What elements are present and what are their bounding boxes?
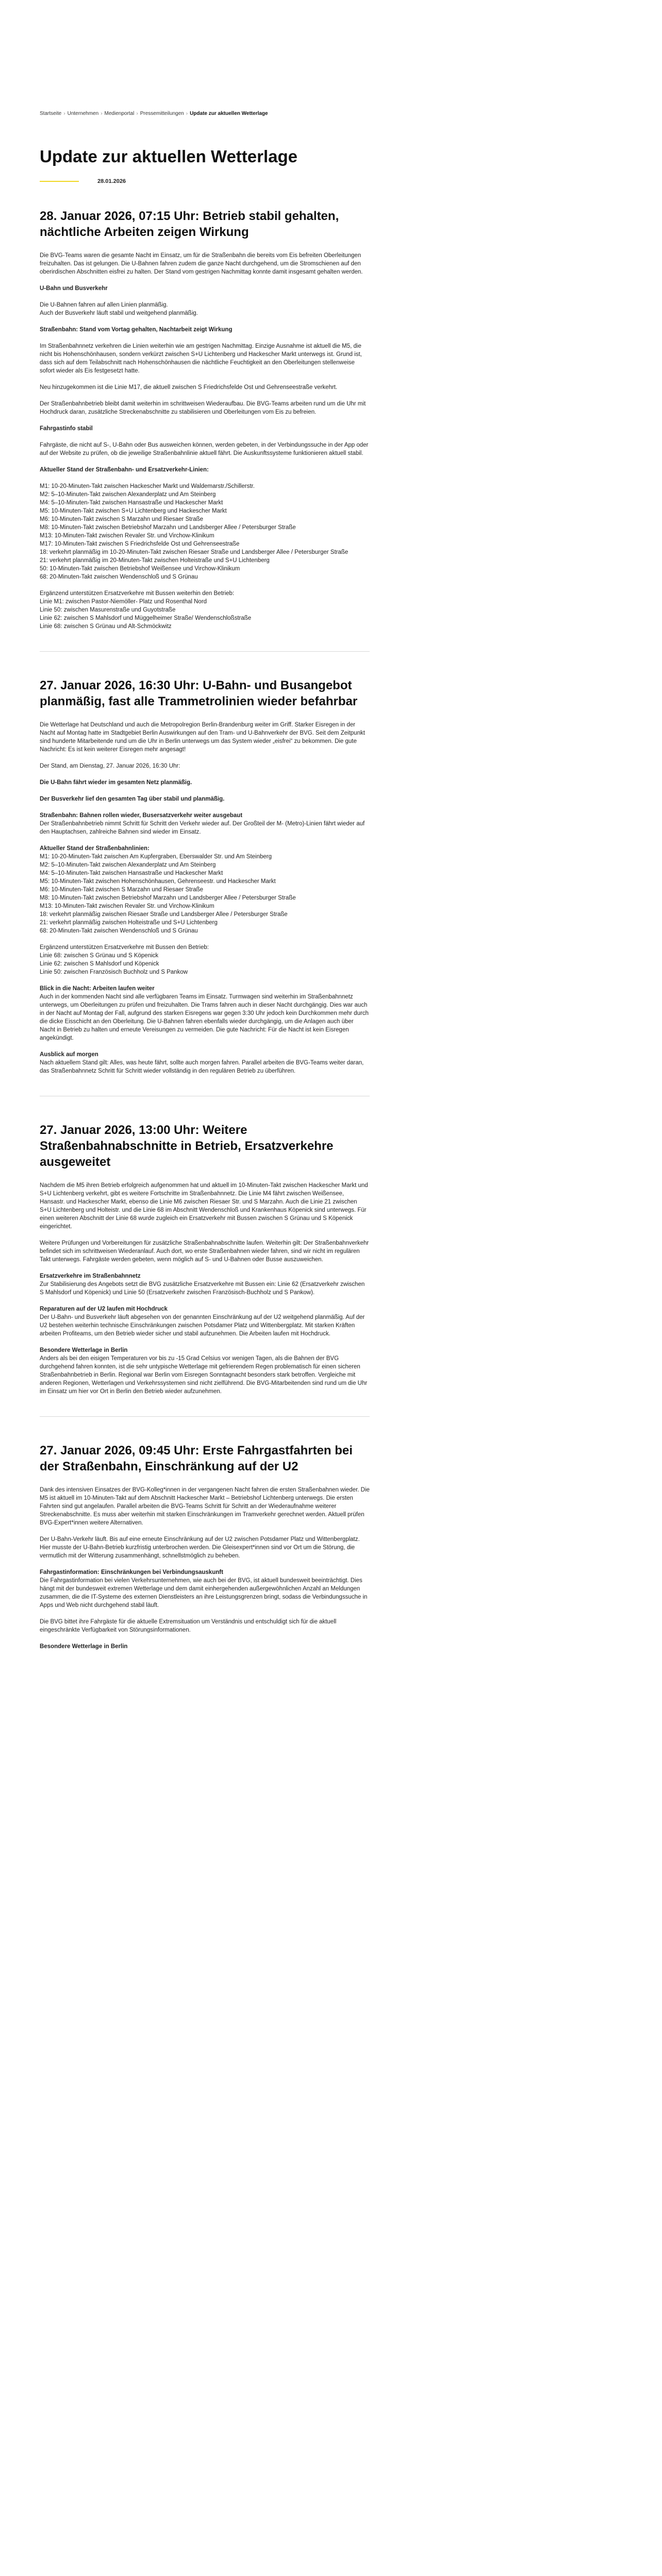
text-block: [40, 844, 370, 935]
section-divider: [40, 651, 370, 652]
text-block: [40, 721, 370, 754]
text-line: Ergänzend unterstützen Ersatzverkehre mit Bussen den Betrieb:: [40, 944, 209, 951]
update-sections: [40, 208, 370, 1651]
text-block: [40, 400, 370, 416]
text-block: [40, 1346, 370, 1396]
subheading: Straßenbahn: Bahnen rollen wieder, Busersatzverkehr weiter ausgebaut: [40, 812, 243, 819]
text-line: Die U-Bahnen fahren auf allen Linien planmäßig.: [40, 302, 168, 308]
text-block: [40, 466, 370, 474]
text-line: M5: 10-Minuten-Takt zwischen Hohenschönhausen, Gehrenseestr. und Hackescher Markt: [40, 878, 276, 885]
subheading: Die U-Bahn fährt wieder im gesamten Netz planmäßig.: [40, 779, 192, 786]
text-line: M2: 5–10-Minuten-Takt zwischen Alexanderplatz und Am Steinberg: [40, 492, 216, 498]
text-line: M6: 10-Minuten-Takt zwischen S Marzahn und Riesaer Straße: [40, 516, 204, 522]
text-block: [40, 1568, 370, 1609]
update-heading: 27. Januar 2026, 16:30 Uhr: U-Bahn- und Busangebot planmäßig, fast alle Trammetrolinien wieder befahrbar: [40, 679, 358, 708]
text-block: [40, 1535, 370, 1560]
text-line: M1: 10-20-Minuten-Takt zwischen Am Kupfergraben, Eberswalder Str. und Am Steinberg: [40, 854, 272, 860]
text-block: [40, 1305, 370, 1338]
breadcrumb-current: Update zur aktuellen Wetterlage: [190, 111, 268, 116]
text-block: [40, 301, 370, 317]
text-line: Die Wetterlage hat Deutschland und auch die Metropolregion Berlin-Brandenburg weiter im Griff. Starker Eisregen in der Nacht auf Montag hatte im Stadtgebiet Berlin Auswirkungen auf den Tram- und U-Bahnverkehr der BVG. Seit dem Zeitpunkt sind hunderte Mitarbeitende rund um die Uhr in Berlin unterwegs um das System wieder „eisfrei“ zu bekommen. Die gute Nachricht: Es ist kein weiterer Eisregen mehr angesagt!: [40, 722, 365, 753]
text-block: [40, 1618, 370, 1634]
text-line: Neu hinzugekommen ist die Linie M17, die aktuell zwischen S Friedrichsfelde Ost und Gehrenseestraße verkehrt.: [40, 384, 338, 391]
text-line: 21: verkehrt planmäßig zwischen Holteistraße und S+U Lichtenberg: [40, 920, 218, 926]
text-line: Linie 62: zwischen S Mahlsdorf und Müggelheimer Straße/ Wendenschloßstraße: [40, 615, 252, 621]
text-line: Der Stand, am Dienstag, 27. Januar 2026, 16:30 Uhr:: [40, 763, 180, 769]
text-line: Auch der Busverkehr läuft stabil und weitgehend planmäßig.: [40, 310, 198, 316]
text-line: M1: 10-20-Minuten-Takt zwischen Hackescher Markt und Waldemarstr./Schillerstr.: [40, 483, 255, 489]
subheading: Der Busverkehr lief den gesamten Tag über stabil und planmäßig.: [40, 796, 225, 802]
subheading: Besondere Wetterlage in Berlin: [40, 1643, 128, 1650]
text-block: [40, 1181, 370, 1231]
text-line: Linie 62: zwischen S Mahlsdorf und Köpenick: [40, 961, 159, 967]
update-section: [40, 1443, 370, 1651]
breadcrumb-link-startseite[interactable]: Startseite: [40, 111, 62, 116]
text-line: Die BVG bittet ihre Fahrgäste für die aktuelle Extremsituation um Verständnis und entschuldigt sich für die aktuell eingeschränkte Verfügbarkeit von Störungsinformationen.: [40, 1619, 337, 1633]
text-block: [40, 326, 370, 334]
update-section: [40, 677, 370, 1096]
text-block: [40, 425, 370, 433]
text-block: [40, 1239, 370, 1264]
article-meta: [40, 177, 370, 185]
text-block: [40, 589, 370, 631]
text-line: Der Straßenbahnbetrieb bleibt damit weiterhin im schrittweisen Wiederaufbau. Die BVG-Teams arbeiten rund um die Uhr mit Hochdruck daran, zusätzliche Streckenabschnitte zu stabilisieren und Oberleitungen vom Eis zu befreien.: [40, 401, 366, 415]
update-heading: 27. Januar 2026, 13:00 Uhr: Weitere Straßenbahnabschnitte in Betrieb, Ersatzverkehre ausgeweitet: [40, 1123, 334, 1169]
subheading: U-Bahn und Busverkehr: [40, 285, 108, 292]
subheading: Blick in die Nacht: Arbeiten laufen weiter: [40, 986, 155, 992]
text-block: [40, 985, 370, 1042]
page-title: Update zur aktuellen Wetterlage: [40, 147, 298, 166]
text-block: [40, 762, 370, 770]
breadcrumb-link-pressemitteilungen[interactable]: Pressemitteilungen: [140, 111, 184, 116]
text-block: [40, 811, 370, 836]
update-heading: 28. Januar 2026, 07:15 Uhr: Betrieb stabil gehalten, nächtliche Arbeiten zeigen Wirkung: [40, 209, 339, 239]
text-line: 68: 20-Minuten-Takt zwischen Wendenschloß und S Grünau: [40, 574, 198, 580]
update-heading: 27. Januar 2026, 09:45 Uhr: Erste Fahrgastfahrten bei der Straßenbahn, Einschränkung auf der U2: [40, 1444, 353, 1473]
text-block: [40, 342, 370, 375]
text-line: M8: 10-Minuten-Takt zwischen Betriebshof Marzahn und Landsberger Allee / Petersburger Straße: [40, 524, 296, 531]
text-line: M4: 5–10-Minuten-Takt zwischen Hansastraße und Hackescher Markt: [40, 870, 223, 876]
text-line: M4: 5–10-Minuten-Takt zwischen Hansastraße und Hackescher Markt: [40, 500, 223, 506]
update-section: [40, 208, 370, 652]
text-block: [40, 284, 370, 293]
publish-date: 28.01.2026: [97, 178, 126, 184]
text-line: Linie 68: zwischen S Grünau und S Köpenick: [40, 953, 159, 959]
text-line: Der U-Bahn- und Busverkehr läuft abgesehen von der genannten Einschränkung auf der U2 weitgehend planmäßig. Auf der U2 bestehen weiterhin technische Einschränkungen zwischen Potsdamer Platz und Wittenbergplatz. Mit starken Kräften arbeiten Profiteams, um den Betrieb wieder sicher und stabil aufzunehmen. Die Arbeiten laufen mit Hochdruck.: [40, 1314, 365, 1337]
subheading: Aktueller Stand der Straßenbahn- und Ersatzverkehr-Linien:: [40, 467, 209, 473]
text-line: 50: 10-Minuten-Takt zwischen Betriebshof Weißensee und Virchow-Klinikum: [40, 566, 240, 572]
breadcrumb-separator: ›: [101, 111, 103, 116]
breadcrumb: [40, 110, 370, 117]
text-line: M8: 10-Minuten-Takt zwischen Betriebshof Marzahn und Landsberger Allee / Petersburger Straße: [40, 895, 296, 901]
subheading: Besondere Wetterlage in Berlin: [40, 1347, 128, 1353]
text-line: Anders als bei den eisigen Temperaturen vor bis zu -15 Grad Celsius vor wenigen Tagen, als die Bahnen der BVG durchgehend fahren konnten, ist die sehr untypische Wetterlage mit gefrierendem Regen problematisch für einen sicheren Straßenbahnbetrieb in Berlin. Regional war Berlin vom Eisregen Sonntagnacht besonders stark betroffen. Vergleiche mit anderen Regionen, Wetterlagen und Verkehrssystemen sind nicht zielführend. Die BVG-Mitarbeitenden sind rund um die Uhr im Einsatz um hier vor Ort in Berlin den Betrieb wieder aufzunehmen.: [40, 1355, 368, 1395]
text-block: [40, 1486, 370, 1527]
text-line: Ergänzend unterstützen Ersatzverkehre mit Bussen weiterhin den Betrieb:: [40, 590, 235, 597]
text-line: 18: verkehrt planmäßig zwischen Riesaer Straße und Landsberger Allee / Petersburger Straße: [40, 911, 288, 918]
text-line: Weitere Prüfungen und Vorbereitungen für zusätzliche Straßenbahnabschnitte laufen. Weiterhin gilt: Der Straßenbahnverkehr befindet sich im schrittweisen Wiederanlauf. Auch dort, wo erste Straßenbahnen wieder fahren, sind wir nicht im regulären Takt unterwegs. Fahrgäste werden gebeten, wenn möglich auf S- und U-Bahnen oder Busse auszuweichen.: [40, 1240, 369, 1263]
text-line: Nach aktuellem Stand gilt: Alles, was heute fährt, sollte auch morgen fahren. Parallel arbeiten die BVG-Teams weiter daran, das Straßenbahnnetz Schritt für Schritt wieder vollständig in den regulären Betrieb zu überführen.: [40, 1060, 364, 1074]
breadcrumb-link-unternehmen[interactable]: Unternehmen: [67, 111, 99, 116]
subheading: Straßenbahn: Stand vom Vortag gehalten, Nachtarbeit zeigt Wirkung: [40, 327, 233, 333]
update-section: [40, 1122, 370, 1417]
subheading: Ersatzverkehre im Straßenbahnnetz: [40, 1273, 141, 1279]
breadcrumb-separator: ›: [63, 111, 65, 116]
text-line: Zur Stabilisierung des Angebots setzt die BVG zusätzliche Ersatzverkehre mit Bussen ein: Linie 62 (Ersatzverkehr zwischen S Mahlsdorf und Köpenick) und Linie 50 (Ersatzverkehr zwischen Französisch-Buchholz und S Pankow).: [40, 1281, 365, 1296]
text-line: Die Fahrgastinformation bei vielen Verkehrsunternehmen, wie auch bei der BVG, ist aktuell bundesweit beeinträchtigt. Dies hängt mit der bundesweit extremen Wetterlage und dem damit einhergehenden außergewöhnlichen Anzahl an Meldungen zusammen, die die IT-Systeme des externen Dienstleisters an ihre Leistungsgrenzen bringt, sodass die Verbindungssuche in Apps und Web nicht durchgehend stabil läuft.: [40, 1578, 368, 1608]
text-block: [40, 482, 370, 581]
text-block: [40, 1642, 370, 1651]
accent-line: [40, 181, 79, 182]
text-block: [40, 795, 370, 803]
text-line: M13: 10-Minuten-Takt zwischen Revaler Str. und Virchow-Klinikum: [40, 533, 214, 539]
text-line: Linie 50: zwischen Masurenstraße und Guyotstraße: [40, 607, 176, 613]
text-line: M2: 5–10-Minuten-Takt zwischen Alexanderplatz und Am Steinberg: [40, 862, 216, 868]
text-line: Der U-Bahn-Verkehr läuft. Bis auf eine erneute Einschränkung auf der U2 zwischen Potsdamer Platz und Wittenbergplatz. Hier musste der U-Bahn-Betrieb kurzfristig unterbrochen werden. Die Gleisexpert*innen sind vor Ort um die Störung, die vermutlich mit der Witterung zusammenhängt, schnellstmöglich zu beheben.: [40, 1536, 360, 1559]
text-line: Im Straßenbahnnetz verkehren die Linien weiterhin wie am gestrigen Nachmittag. Einzige Ausnahme ist aktuell die M5, die nicht bis Hohenschönhausen, sondern verkürzt zwischen S+U Lichtenberg und Hackescher Markt unterwegs ist. Grund ist, dass sich auf dem Teilabschnitt nach Hohenschönhausen die nächtliche Feuchtigkeit an den Oberleitungen stellenweise sofort wieder als Eis festgesetzt hatte.: [40, 343, 362, 374]
subheading: Aktueller Stand der Straßenbahnlinien:: [40, 845, 150, 852]
text-line: Dank des intensiven Einsatzes der BVG-Kolleg*innen in der vergangenen Nacht fahren die ersten Straßenbahnen wieder. Die M5 ist aktuell im 10-Minuten-Takt auf dem Abschnitt Hackescher Markt – Betriebshof Lichtenberg unterwegs. Die ersten Fahrten sind gut angelaufen. Parallel arbeiten die BVG-Teams Schritt für Schritt an der Wiederaufnahme weiterer Streckenabschnitte. Es muss aber weiterhin mit starken Einschränkungen im Tramverkehr gerechnet werden. Aktuell prüfen BVG-Expert*innen weitere Alternativen.: [40, 1487, 370, 1526]
text-line: Fahrgäste, die nicht auf S-, U-Bahn oder Bus ausweichen können, werden gebeten, in der Verbindungssuche in der App oder auf der Website zu prüfen, ob die jeweilige Straßenbahnlinie aktuell fährt. Die Auskunftssysteme funktionieren aktuell stabil.: [40, 442, 369, 456]
text-line: M5: 10-Minuten-Takt zwischen S+U Lichtenberg und Hackescher Markt: [40, 508, 227, 514]
text-block: [40, 383, 370, 392]
text-block: [40, 251, 370, 276]
breadcrumb-separator: ›: [186, 111, 188, 116]
text-line: 21: verkehrt planmäßig im 20-Minuten-Takt zwischen Holteistraße und S+U Lichtenberg: [40, 557, 270, 564]
subheading: Fahrgastinfo stabil: [40, 426, 93, 432]
text-line: Der Straßenbahnbetrieb nimmt Schritt für Schritt den Verkehr wieder auf. Der Großteil der M- (Metro)-Linien fährt wieder auf den Hauptachsen, zahlreiche Bahnen sind wieder im Einsatz.: [40, 821, 365, 835]
text-line: Linie 50: zwischen Französisch Buchholz und S Pankow: [40, 969, 188, 975]
text-block: [40, 778, 370, 787]
text-block: [40, 441, 370, 457]
text-line: Die BVG-Teams waren die gesamte Nacht im Einsatz, um für die Straßenbahn die bereits vom Eis befreiten Oberleitungen freizuhalten. Das ist gelungen. Die U-Bahnen fahren zudem die ganze Nacht durchgehend, um die Stromschienen auf den oberirdischen Abschnitten eisfrei zu halten. Der Stand vom gestrigen Nachmittag konnte damit insgesamt gehalten werden.: [40, 252, 363, 275]
breadcrumb-link-medienportal[interactable]: Medienportal: [104, 111, 135, 116]
text-line: M6: 10-Minuten-Takt zwischen S Marzahn und Riesaer Straße: [40, 887, 204, 893]
text-line: Linie M1: zwischen Pastor-Niemöller- Platz und Rosenthal Nord: [40, 599, 207, 605]
subheading: Ausblick auf morgen: [40, 1052, 98, 1058]
text-block: [40, 1272, 370, 1297]
text-line: 18: verkehrt planmäßig im 10-20-Minuten-Takt zwischen Riesaer Straße und Landsberger Allee / Petersburger Straße: [40, 549, 349, 555]
text-block: [40, 943, 370, 976]
text-line: M13: 10-Minuten-Takt zwischen Revaler Str. und Virchow-Klinikum: [40, 903, 214, 909]
subheading: Reparaturen auf der U2 laufen mit Hochdruck: [40, 1306, 168, 1312]
text-block: [40, 1050, 370, 1075]
subheading: Fahrgastinformation: Einschränkungen bei Verbindungsauskunft: [40, 1569, 223, 1575]
text-line: Nachdem die M5 ihren Betrieb erfolgreich aufgenommen hat und aktuell im 10-Minuten-Takt zwischen Hackescher Markt und S+U Lichtenberg verkehrt, gibt es weitere Fortschritte im Straßenbahnnetz. Die Linie M4 fährt zwischen Weißensee, Hansastr. und Hackescher Markt, ebenso die Linie M6 zwischen Riesaer Str. und S Marzahn. Auch die Linie 21 zwischen S+U Lichtenberg und Holteistr. und die Linie 68 im Abschnitt Wendenschloß und Krankenhaus Köpenick sind unterwegs. Für einen weiteren Abschnitt der Linie 68 wurde zugleich ein Ersatzverkehr mit Bussen zwischen S Grünau und S Köpenick eingerichtet.: [40, 1182, 368, 1230]
text-line: Auch in der kommenden Nacht sind alle verfügbaren Teams im Einsatz. Turmwagen sind weiterhin im Straßenbahnnetz unterwegs, um Oberleitungen zu prüfen und freizuhalten. Die Trams fahren auch in dieser Nacht durchgängig. Dies war auch in der Nacht auf Montag der Fall, aufgrund des starken Eisregens war gegen 3:30 Uhr jedoch kein Durchkommen mehr durch die dicke Eisschicht an den Oberleitung. Die U-Bahnen fahren ebenfalls wieder durchgängig, um die Anlagen auch über Nacht in Betrieb zu halten und erneute Vereisungen zu vermeiden. Die gute Nachricht: Für die Nacht ist kein Eisregen angekündigt.: [40, 994, 369, 1041]
article: [40, 110, 370, 1659]
text-line: M17: 10-Minuten-Takt zwischen S Friedrichsfelde Ost und Gehrenseestraße: [40, 541, 240, 547]
text-line: 68: 20-Minuten-Takt zwischen Wendenschloß und S Grünau: [40, 928, 198, 934]
text-line: Linie 68: zwischen S Grünau und Alt-Schmöckwitz: [40, 623, 172, 630]
breadcrumb-separator: ›: [136, 111, 138, 116]
section-divider: [40, 1416, 370, 1417]
